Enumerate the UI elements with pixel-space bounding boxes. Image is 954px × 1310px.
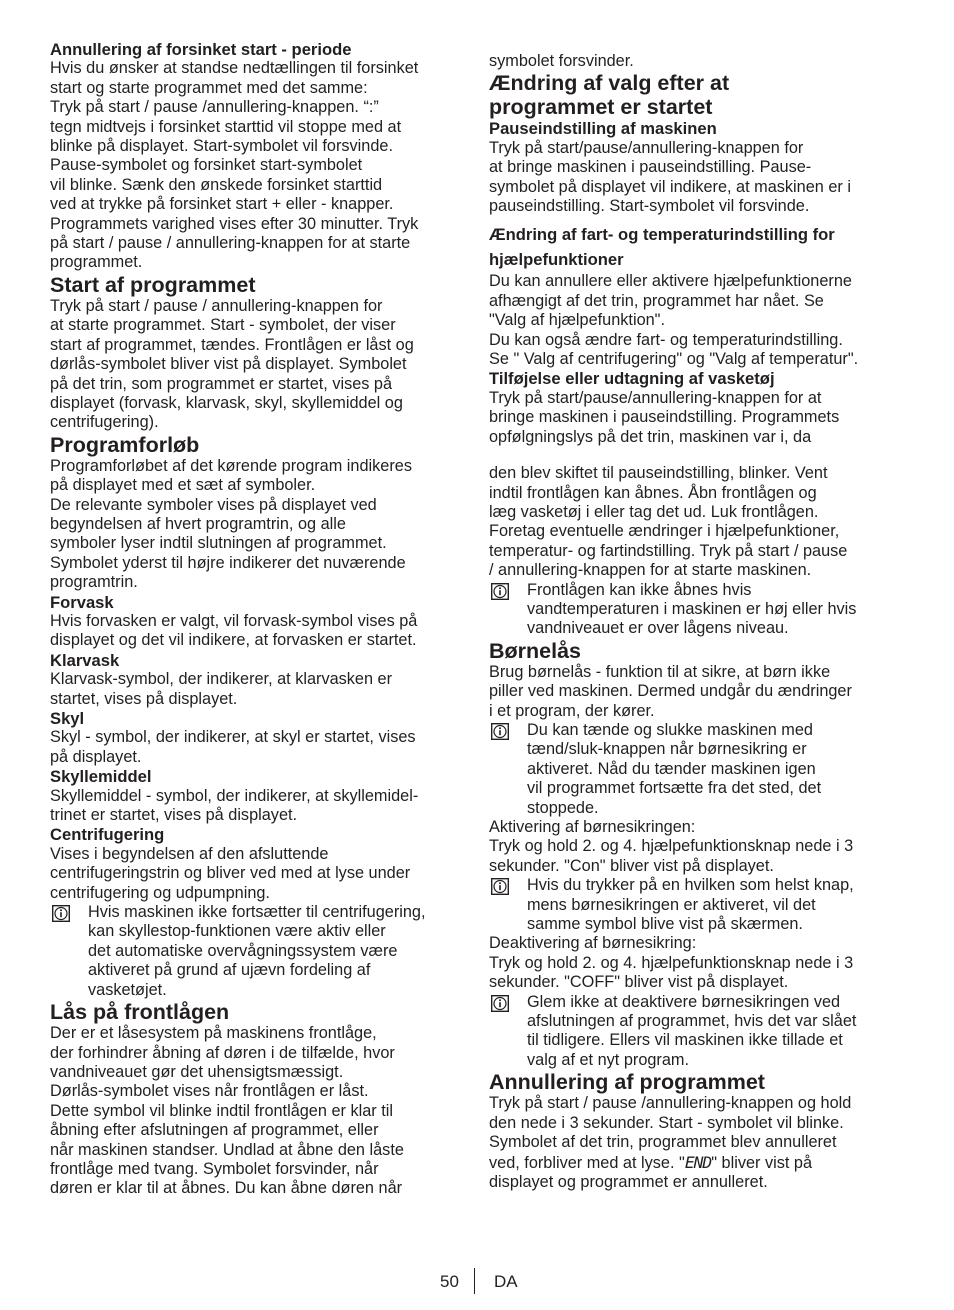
heading-cancel-program: Annullering af programmet (489, 1070, 765, 1095)
text-line: valg af et nyt program. (527, 1050, 689, 1069)
text-line: Programmets varighed vises efter 30 minutter. Tryk (50, 214, 419, 233)
text-line: Der er et låsesystem på maskinens frontlåge, (50, 1024, 377, 1043)
text-line: at starte programmet. Start - symbolet, der viser (50, 316, 396, 335)
text-line (489, 1153, 909, 1173)
text-line: Hvis maskinen ikke fortsætter til centrifugering, (88, 903, 426, 922)
text-line: programtrin. (50, 573, 138, 592)
heading-line: programmet er startet (489, 95, 713, 120)
text-line: displayet og det vil indikere, at forvasken er startet. (50, 631, 417, 650)
text-line: afhængigt af det trin, programmet har nået. Se (489, 291, 824, 310)
text-line: Tryk på start / pause /annullering-knappen og hold (489, 1094, 852, 1113)
text-line: Klarvask-symbol, der indikerer, at klarvasken er (50, 670, 393, 689)
left-column (50, 40, 470, 1199)
text-line: i et program, der kører. (489, 701, 655, 720)
text-line: vandniveauet gør det uhensigtsmæssigt. (50, 1062, 344, 1081)
text-line: aktiveret. Nåd du tænder maskinen igen (527, 759, 816, 778)
program-progress-text (50, 457, 470, 593)
text-line: vil blinke. Sænk den ønskede forsinket starttid (50, 175, 383, 194)
text-line: Glem ikke at deaktivere børnesikringen ved (527, 992, 841, 1011)
text-line: kan skyllestop-funktionen være aktiv eller (88, 922, 386, 941)
text-line: der forhindrer åbning af døren i de tilfælde, hvor (50, 1043, 395, 1062)
heading-program-progress: Programforløb (50, 432, 200, 457)
text-line: De relevante symboler vises på displayet ved (50, 495, 377, 514)
delayed-start-text (50, 59, 470, 272)
footer-divider (474, 1268, 475, 1294)
text-line: tegn midtvejs i forsinket starttid vil stoppe med at (50, 117, 402, 136)
info-icon (491, 723, 509, 740)
text-line: programmet. (50, 253, 143, 272)
heading-change-selection (489, 71, 909, 119)
text-line: Tryk og hold 2. og 4. hjælpefunktionsknap nede i 3 (489, 953, 854, 972)
page-number: 50 (440, 1272, 459, 1291)
text-line: indtil frontlågen kan åbnes. Åbn frontlågen og (489, 483, 817, 502)
text-line: læg vasketøj i eller tag det ud. Luk frontlågen. (489, 502, 819, 521)
text-line: samme symbol blive vist på skærmen. (527, 915, 803, 934)
text-line: begyndelsen af hvert programtrin, og alle (50, 514, 346, 533)
text-line: centrifugeringstrin og bliver ved med at lyse under (50, 864, 411, 883)
info-note (489, 993, 909, 1071)
text-line: på displayet med et sæt af symboler. (50, 476, 316, 495)
text-line: pauseindstilling. Start-symbolet vil forsvinde. (489, 197, 810, 216)
text-line: Foretag eventuelle ændringer i hjælpefunktioner, (489, 522, 840, 541)
info-note (50, 903, 470, 1000)
text-line: Frontlågen kan ikke åbnes hvis (527, 580, 752, 599)
text-line: Pause-symbolet og forsinket start-symbolet (50, 156, 363, 175)
text-line: piller ved maskinen. Dermed undgår du ændringer (489, 682, 852, 701)
text-fragment: ved, forbliver med at lyse. " (489, 1153, 685, 1172)
text-line: Du kan også ændre fart- og temperaturindstilling. (489, 330, 843, 349)
heading-main-wash: Klarvask (50, 650, 120, 670)
text-line: trinet er startet, vises på displayet. (50, 806, 298, 825)
right-column (489, 52, 909, 1192)
end-display-symbol: END (684, 1152, 712, 1172)
text-line: ved at trykke på forsinket start + eller - knapper. (50, 195, 394, 214)
info-icon (491, 995, 509, 1012)
text-line: Hvis du trykker på en hvilken som helst knap, (527, 876, 854, 895)
text-line: åbning efter afslutningen af programmet, eller (50, 1121, 379, 1140)
heading-spin: Centrifugering (50, 825, 165, 845)
text-line: Vises i begyndelsen af den afsluttende (50, 844, 329, 863)
heading-speed-temp-change (489, 222, 909, 272)
info-note (489, 876, 909, 934)
text-line: Deaktivering af børnesikring: (489, 934, 697, 953)
heading-delayed-start-cancel: Annullering af forsinket start - periode (50, 40, 352, 59)
text-line: til tidligere. Ellers vil maskinen ikke tillade et (527, 1031, 843, 1050)
text-line: Symbolet af det trin, programmet blev annulleret (489, 1133, 837, 1152)
text-fragment: " bliver vist på (711, 1153, 813, 1172)
text-line: Tryk på start / pause / annullering-knappen for (50, 296, 383, 315)
text-line: symboler lyser indtil slutningen af programmet. (50, 534, 387, 553)
text-line: vandtemperaturen i maskinen er høj eller hvis (527, 599, 857, 618)
text-line: centrifugering). (50, 413, 159, 432)
heading-prewash: Forvask (50, 592, 114, 612)
info-icon (491, 583, 509, 600)
info-note (489, 581, 909, 639)
text-line: displayet (forvask, klarvask, skyl, skyllemiddel og (50, 393, 403, 412)
text-line: frontlåge med tvang. Symbolet forsvinder, når (50, 1159, 379, 1178)
text-line: på det trin, som programmet er startet, vises på (50, 374, 393, 393)
language-code: DA (494, 1272, 518, 1291)
heading-line: hjælpefunktioner (489, 250, 624, 270)
text-line: Brug børnelås - funktion til at sikre, at børn ikke (489, 662, 831, 681)
text-line: Dørlås-symbolet vises når frontlågen er låst. (50, 1082, 369, 1101)
column-gap (489, 447, 909, 464)
text-line: aktiveret på grund af ujævn fordeling af (88, 961, 371, 980)
text-line: at bringe maskinen i pauseindstilling. Pause- (489, 158, 812, 177)
text-line: det automatiske overvågningssystem være (88, 941, 398, 960)
heading-softener: Skyllemiddel (50, 767, 152, 787)
text-line: Hvis forvasken er valgt, vil forvask-symbol vises på (50, 611, 418, 630)
text-line: centrifugering og udpumpning. (50, 883, 270, 902)
text-line: Dette symbol vil blinke indtil frontlågen er klar til (50, 1101, 393, 1120)
text-line: Programforløbet af det kørende program indikeres (50, 456, 412, 475)
text-line: displayet og programmet er annulleret. (489, 1172, 768, 1191)
text-line: / annullering-knappen for at starte maskinen. (489, 561, 812, 580)
text-line: Tryk på start/pause/annullering-knappen for at (489, 388, 822, 407)
text-line: Du kan tænde og slukke maskinen med (527, 720, 813, 739)
start-program-text (50, 297, 470, 433)
info-icon (52, 905, 70, 922)
text-line: start og starte programmet med det samme: (50, 78, 368, 97)
text-line: tænd/sluk-knappen når børnesikring er (527, 740, 807, 759)
text-line: startet, vises på displayet. (50, 689, 238, 708)
text-line: Tryk og hold 2. og 4. hjælpefunktionsknap nede i 3 (489, 837, 854, 856)
text-line: Du kan annullere eller aktivere hjælpefunktionerne (489, 272, 852, 291)
text-line: den blev skiftet til pauseindstilling, blinker. Vent (489, 464, 828, 483)
text-line: symbolet på displayet vil indikere, at maskinen er i (489, 177, 851, 196)
text-line: Se " Valg af centrifugering" og "Valg af temperatur". (489, 350, 859, 369)
heading-pause-mode: Pauseindstilling af maskinen (489, 119, 717, 139)
text-line: Tryk på start/pause/annullering-knappen for (489, 138, 804, 157)
text-line: den nede i 3 sekunder. Start - symbolet vil blinke. (489, 1113, 844, 1132)
text-line: vandniveauet er over lågens niveau. (527, 619, 789, 638)
heading-line: Ændring af valg efter at (489, 71, 730, 96)
text-line: temperatur- og fartindstilling. Tryk på start / pause (489, 541, 848, 560)
text-line: blinke på displayet. Start-symbolet vil forsvinde. (50, 137, 393, 156)
text-line: bringe maskinen i pauseindstilling. Programmets (489, 408, 840, 427)
text-line: start af programmet, tændes. Frontlågen er låst og (50, 335, 414, 354)
text-line: vasketøjet. (88, 980, 167, 999)
heading-child-lock: Børnelås (489, 638, 582, 663)
text-line: på displayet. (50, 747, 142, 766)
text-line: sekunder. "Con" bliver vist på displayet. (489, 856, 774, 875)
text-line: symbolet forsvinder. (489, 52, 634, 70)
heading-add-remove-laundry: Tilføjelse eller udtagning af vasketøj (489, 369, 775, 389)
text-line: vil programmet fortsætte fra det sted, det (527, 779, 822, 798)
text-line: Aktivering af børnesikringen: (489, 818, 696, 836)
text-line: afslutningen af programmet, hvis det var slået (527, 1012, 857, 1031)
heading-door-lock: Lås på frontlågen (50, 1000, 230, 1025)
info-note (489, 721, 909, 818)
text-line: mens børnesikringen er aktiveret, vil det (527, 895, 816, 914)
text-line: Skyl - symbol, der indikerer, at skyl er startet, vises (50, 728, 416, 747)
text-line: opfølgningslys på det trin, maskinen var i, da (489, 427, 812, 446)
text-line: Hvis du ønsker at standse nedtællingen til forsinket (50, 59, 419, 78)
text-line: når maskinen standser. Undlad at åbne den låste (50, 1140, 404, 1159)
heading-start-program: Start af programmet (50, 272, 256, 297)
text-line: dørlås-symbolet bliver vist på displayet. Symbolet (50, 355, 407, 374)
text-line: stoppede. (527, 798, 599, 817)
door-lock-text (50, 1024, 470, 1199)
heading-rinse: Skyl (50, 709, 85, 728)
page-footer (0, 1268, 954, 1298)
text-line: "Valg af hjælpefunktion". (489, 311, 665, 330)
text-line: Tryk på start / pause /annullering-knappen. “:” (50, 98, 379, 117)
text-line: sekunder. "COFF" bliver vist på displayet. (489, 973, 789, 992)
text-line: Symbolet yderst til højre indikerer det nuværende (50, 553, 406, 572)
text-line: døren er klar til at åbnes. Du kan åbne døren når (50, 1179, 403, 1198)
info-icon (491, 878, 509, 895)
heading-line: Ændring af fart- og temperaturindstilling for (489, 225, 835, 245)
text-line: Skyllemiddel - symbol, der indikerer, at skyllemidel- (50, 786, 419, 805)
text-line: på start / pause / annullering-knappen for at starte (50, 234, 411, 253)
